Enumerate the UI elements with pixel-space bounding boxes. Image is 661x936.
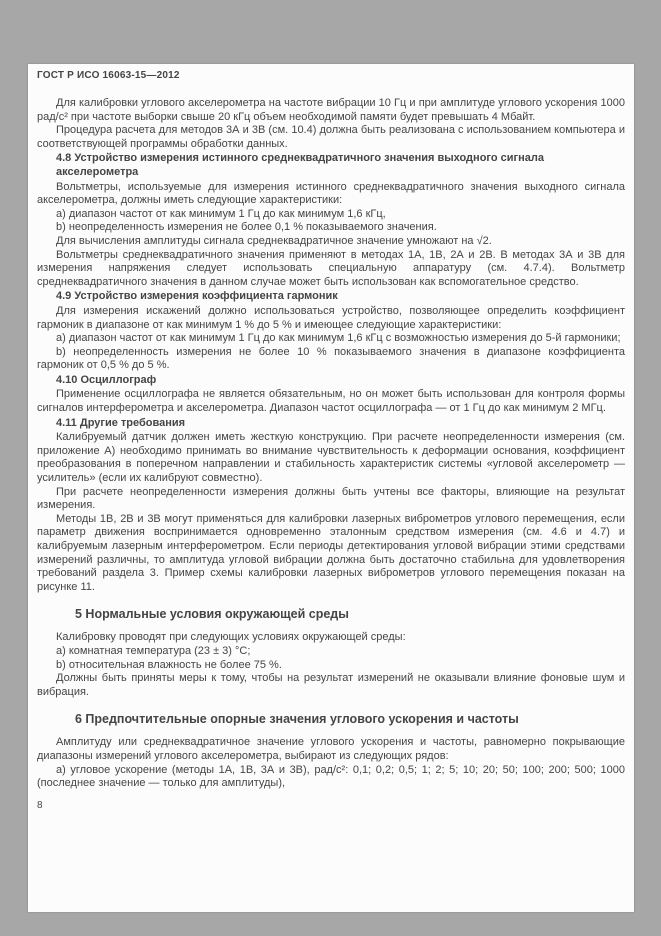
paragraph: При расчете неопределенности измерения должны быть учтены все факторы, влияющие на результат измерения.	[37, 485, 625, 512]
list-item: a) диапазон частот от как минимум 1 Гц до как минимум 1,6 кГц,	[56, 207, 386, 220]
list-item: a) комнатная температура (23 ± 3) °С;	[56, 644, 251, 657]
page-number: 8	[37, 799, 43, 811]
paragraph: Вольтметры среднеквадратичного значения применяют в методах 1А, 1В, 2А и 2В. В методах 3А и 3В для измерения напряжения следует использовать специальную аппаратуру (см. 4.7.4). Вольтметр среднеквадратичного значения в данном случае может быть использован как вспомогательное средство.	[37, 248, 625, 288]
paragraph: Калибруемый датчик должен иметь жесткую конструкцию. При расчете неопределенности измерения (см. приложение А) необходимо принимать во внимание чувствительность к деформации основания, коэффициент преобразования в поперечном направлении и стабильность характеристик системы «угловой акселерометр — усилитель» (если их калибруют совместно).	[37, 431, 625, 485]
paragraph: Должны быть приняты меры к тому, чтобы на результат измерений не оказывали влияние фоновые шум и вибрация.	[37, 672, 625, 698]
paragraph: Амплитуду или среднеквадратичное значение углового ускорения и частоты, равномерно покрывающие диапазоны измерений углового акселерометра, выбирают из следующих рядов:	[37, 736, 625, 762]
list-item: a) диапазон частот от как минимум 1 Гц до как минимум 1,6 кГц с возможностью измерения до 5-й гармоники;	[56, 332, 621, 345]
paragraph: Методы 1В, 2В и 3В могут применяться для калибровки лазерных виброметров углового перемещения, если параметр движения воспринимается одновременно эталонным средством измерения (см. 4.6 и 4.7) и калибруемым лазерным интерферометром. Если периоды детектирования угловой вибрации этими средствами измерений различны, то амплитуда угловой вибрации должна быть достаточно стабильна для удовлетворения требований раздела 3. Пример схемы калибровки лазерных виброметров углового перемещения показан на рисунке 11.	[37, 512, 625, 593]
section-heading: 4.10 Осциллограф	[56, 373, 157, 386]
list-item: b) неопределенность измерения не более 10 % показываемого значения в диапазоне коэффициента гармоник от 0,5 % до 5 %.	[37, 345, 625, 372]
paragraph: Применение осциллографа не является обязательным, но он может быть использован для контроля формы сигналов интерферометра и акселерометра. Диапазон частот осциллографа — от 1 Гц до как минимум 2 МГц.	[37, 388, 625, 415]
chapter-heading: 5 Нормальные условия окружающей среды	[75, 607, 349, 622]
list-item: b) относительная влажность не более 75 %.	[56, 658, 282, 671]
list-item: b) неопределенность измерения не более 0,1 % показываемого значения.	[56, 221, 437, 234]
paragraph: Для калибровки углового акселерометра на частоте вибрации 10 Гц и при амплитуде углового ускорения 1000 рад/с² при частоте выборки свыше 20 кГц объем необходимой памяти будет превышать 4 Мбайт.	[37, 97, 625, 123]
document-content	[37, 97, 625, 791]
document-page	[28, 64, 634, 912]
paragraph: Процедура расчета для методов 3А и 3В (см. 10.4) должна быть реализована с использованием компьютера и соответствующей программы обработки данных.	[37, 124, 625, 150]
paragraph: Для вычисления амплитуды сигнала среднеквадратичное значение умножают на √2.	[56, 234, 492, 247]
paragraph: Для измерения искажений должно использоваться устройство, позволяющее определить коэффициент гармоник в диапазоне от как минимум 1 % до 5 % и имеющее следующие характеристики:	[37, 304, 625, 331]
section-heading: 4.9 Устройство измерения коэффициента гармоник	[56, 290, 338, 303]
paragraph: Вольтметры, используемые для измерения истинного среднеквадратичного значения выходного сигнала акселерометра, должны иметь следующие характеристики:	[37, 180, 625, 207]
chapter-heading: 6 Предпочтительные опорные значения углового ускорения и частоты	[75, 712, 519, 727]
section-heading: 4.11 Другие требования	[56, 416, 186, 429]
document-header: ГОСТ Р ИСО 16063-15—2012	[37, 70, 180, 81]
section-heading: 4.8 Устройство измерения истинного среднеквадратичного значения выходного сигнала акселерометра	[56, 152, 544, 178]
list-item: a) угловое ускорение (методы 1А, 1В, 3А и 3В), рад/с²: 0,1; 0,2; 0,5; 1; 2; 5; 10; 20; 50; 100; 200; 500; 1000 (последнее значение — только для амплитуды),	[37, 763, 625, 790]
paragraph: Калибровку проводят при следующих условиях окружающей среды:	[56, 631, 406, 644]
